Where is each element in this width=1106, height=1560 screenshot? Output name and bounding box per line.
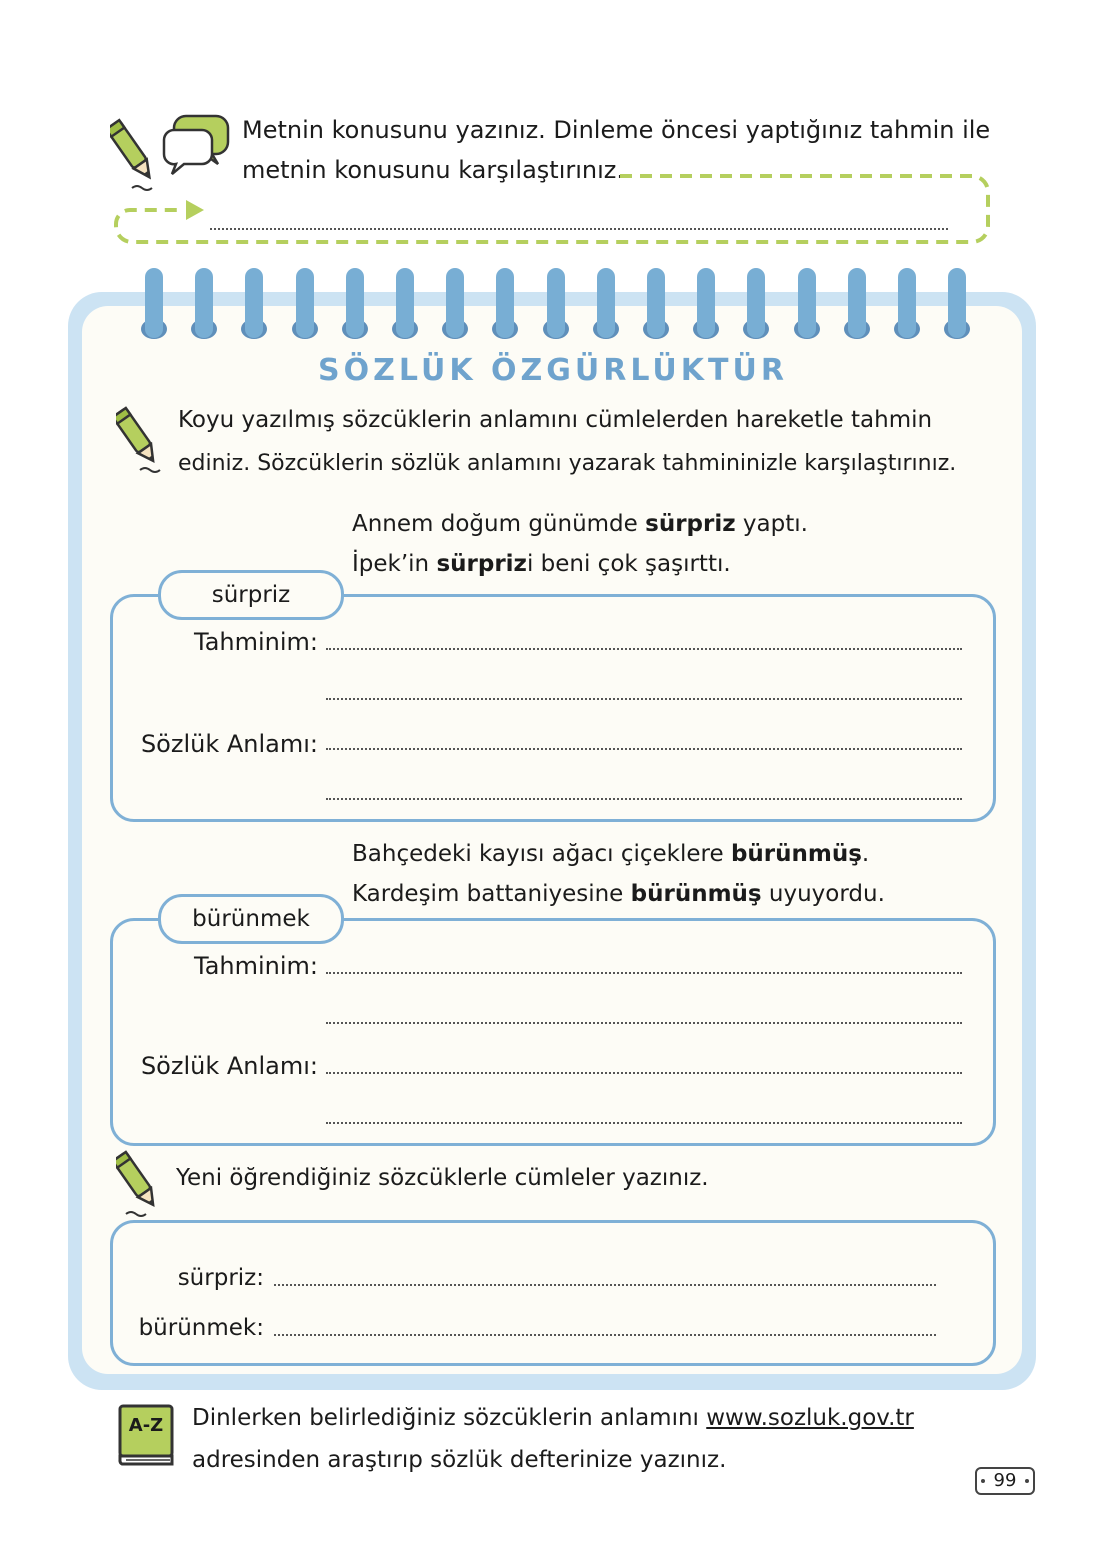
meaning-line-1[interactable] [326, 748, 962, 750]
sentence-line-surpriz[interactable] [274, 1284, 936, 1286]
pencil-icon [116, 402, 162, 476]
meaning-line-2[interactable] [326, 798, 962, 800]
spiral-ring [948, 268, 966, 338]
meaning-label: Sözlük Anlamı: [140, 730, 318, 758]
sentence-label-surpriz: sürpriz: [177, 1265, 264, 1291]
sozluk-link[interactable]: www.sozluk.gov.tr [706, 1405, 914, 1431]
bold-word: sürpriz [645, 511, 736, 537]
spiral-ring [496, 268, 514, 338]
guess-label: Tahminim: [194, 952, 318, 980]
sentence-label-burunmek: bürünmek: [138, 1315, 264, 1341]
bold-word: bürünmüş [730, 841, 862, 867]
guess-line-1[interactable] [326, 972, 962, 974]
instruction-line1: Koyu yazılmış sözcüklerin anlamını cümlelerden hareketle tahmin [178, 407, 933, 433]
example-sentence-2: Kardeşim battaniyesine bürünmüş uyuyordu. [352, 881, 885, 907]
instruction-line2: ediniz. Sözcüklerin sözlük anlamını yazarak tahmininizle karşılaştırınız. [178, 451, 957, 476]
bold-word: sürpriz [436, 551, 527, 577]
spiral-ring [697, 268, 715, 338]
sentence-line-burunmek[interactable] [274, 1334, 936, 1336]
page-number: 99 [993, 1470, 1017, 1491]
guess-line-2[interactable] [326, 1022, 962, 1024]
section-title: SÖZLÜK ÖZGÜRLÜKTÜR [318, 353, 788, 388]
top-answer-line[interactable] [210, 228, 948, 230]
spiral-ring [446, 268, 464, 338]
meaning-label: Sözlük Anlamı: [140, 1052, 318, 1080]
pencil-icon [116, 1146, 162, 1220]
spiral-ring [898, 268, 916, 338]
example-sentence-1: Annem doğum günümde sürpriz yaptı. [352, 511, 808, 537]
guess-label: Tahminim: [194, 628, 318, 656]
spiral-ring [747, 268, 765, 338]
spiral-ring [346, 268, 364, 338]
word-tag-burunmek: bürünmek [158, 894, 344, 944]
guess-line-1[interactable] [326, 648, 962, 650]
dashed-answer-frame [110, 166, 1000, 250]
spiral-ring [597, 268, 615, 338]
bold-word: bürünmüş [630, 881, 762, 907]
spiral-ring [296, 268, 314, 338]
spiral-ring [396, 268, 414, 338]
spiral-ring [195, 268, 213, 338]
sentence-task-instruction: Yeni öğrendiğiniz sözcüklerle cümleler yazınız. [176, 1165, 709, 1191]
spiral-ring [547, 268, 565, 338]
word-tag-surpriz: sürpriz [158, 570, 344, 620]
spiral-ring [647, 268, 665, 338]
example-sentence-2: İpek’in sürprizi beni çok şaşırttı. [352, 551, 731, 577]
spiral-ring [848, 268, 866, 338]
spiral-ring [145, 268, 163, 338]
guess-line-2[interactable] [326, 698, 962, 700]
top-task-line1: Metnin konusunu yazınız. Dinleme öncesi yaptığınız tahmin ile [242, 116, 991, 144]
meaning-line-1[interactable] [326, 1072, 962, 1074]
footer-line2: adresinden araştırıp sözlük defterinize yazınız. [192, 1447, 727, 1473]
top-task-line2: metnin konusunu karşılaştırınız. [242, 156, 625, 184]
book-label: A-Z [128, 1415, 164, 1436]
meaning-line-2[interactable] [326, 1122, 962, 1124]
footer-line1: Dinlerken belirlediğiniz sözcüklerin anlamını www.sozluk.gov.tr [192, 1405, 914, 1431]
example-sentence-1: Bahçedeki kayısı ağacı çiçeklere bürünmüş. [352, 841, 870, 867]
spiral-ring [798, 268, 816, 338]
spiral-ring [245, 268, 263, 338]
